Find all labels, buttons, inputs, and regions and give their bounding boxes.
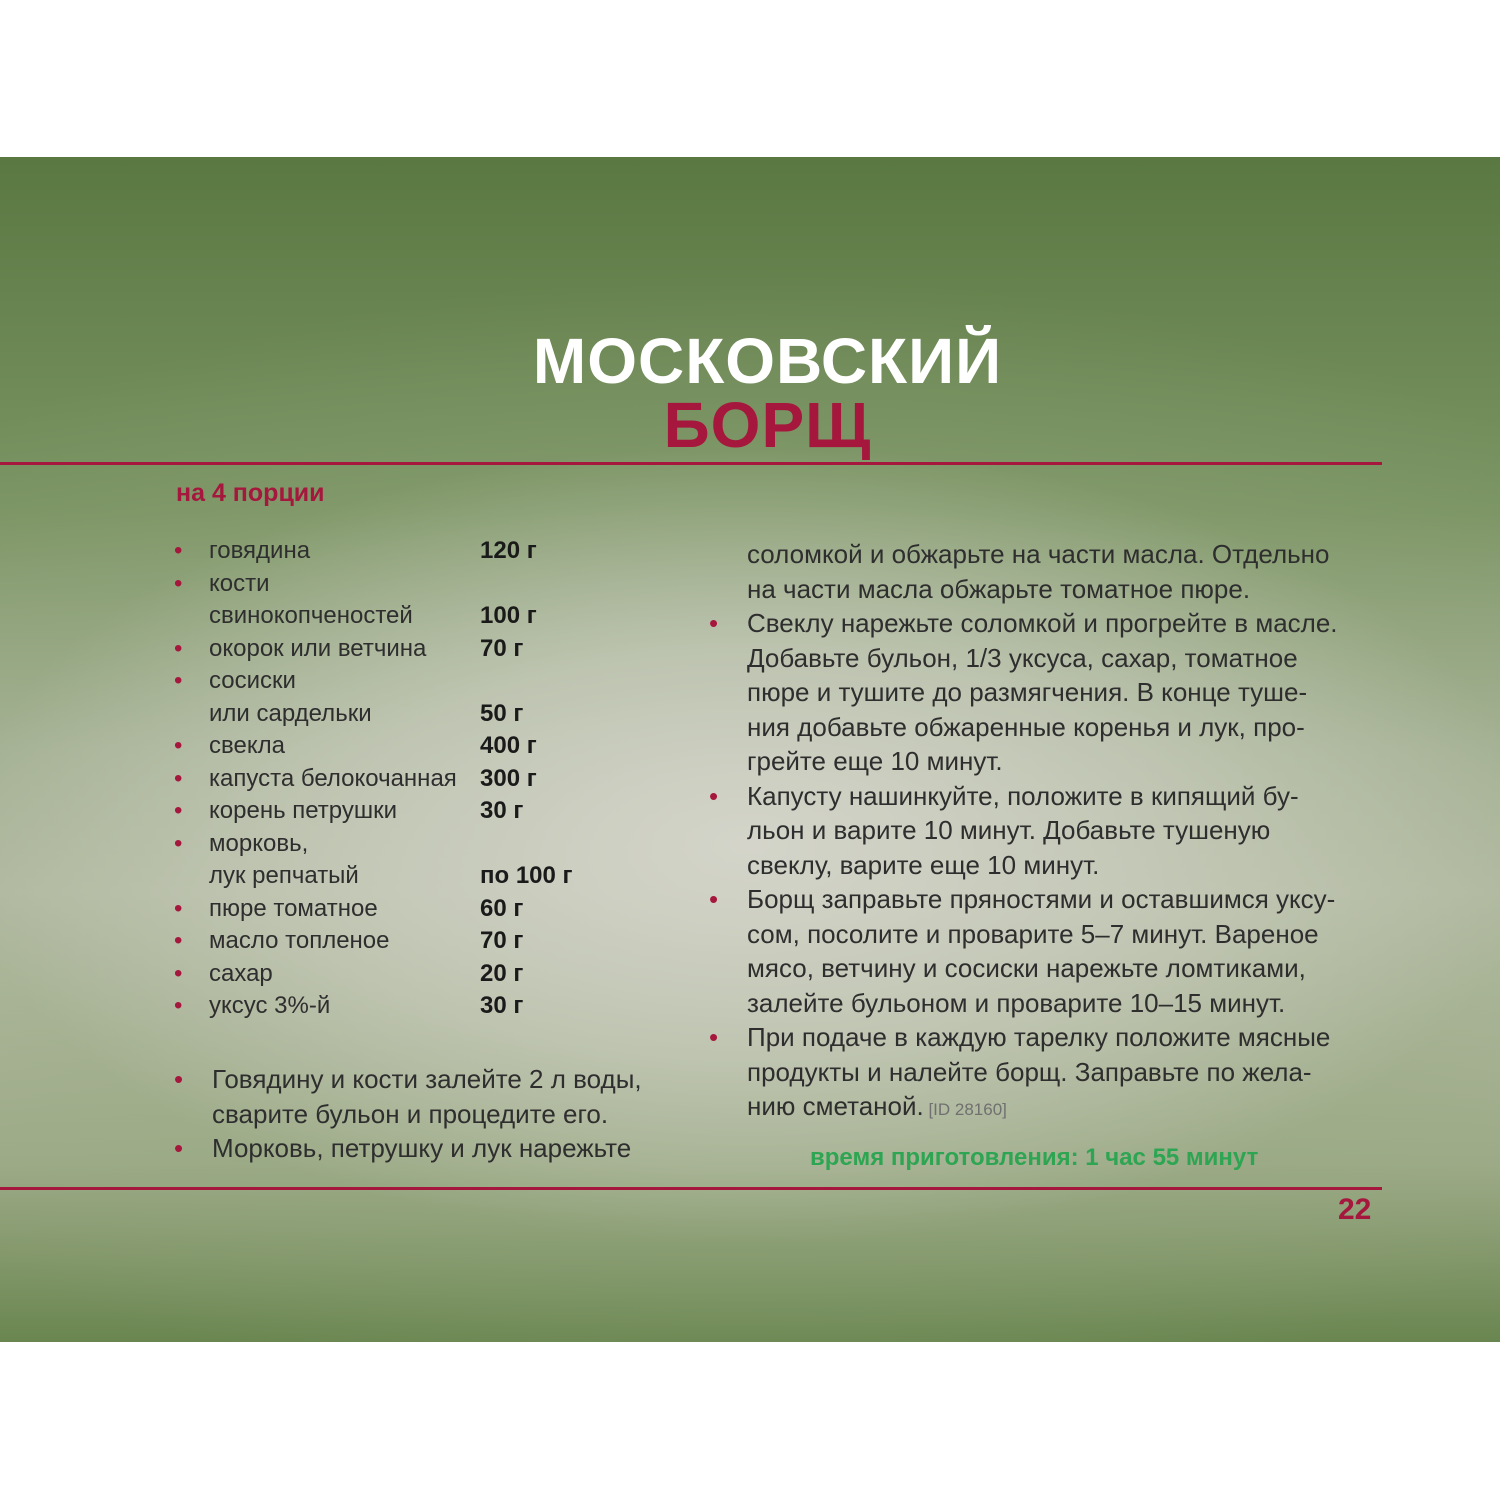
ingredient-amount: 30 г xyxy=(480,797,524,824)
ingredient-name: масло топленое xyxy=(209,927,390,954)
title-line-2: БОРЩ xyxy=(663,389,872,461)
step-item xyxy=(709,779,1389,883)
ingredient-name: свинокопченостей xyxy=(209,602,413,629)
bullet-icon: • xyxy=(174,634,183,662)
step-line: Добавьте бульон, 1/3 уксуса, сахар, томатное xyxy=(747,642,1298,673)
step-line: свеклу, варите еще 10 минут. xyxy=(747,849,1100,880)
ingredient-name: пюре томатное xyxy=(209,894,378,922)
step-line: пюре и тушите до размягчения. В конце туше- xyxy=(747,677,1308,707)
bullet-icon: • xyxy=(174,667,183,694)
ingredient-name: или сардельки xyxy=(209,699,372,727)
bullet-icon: • xyxy=(174,959,183,987)
step-item xyxy=(174,1131,694,1166)
step-line: нию сметаной. [ID 28160] xyxy=(747,1091,1007,1121)
ingredient-amount: 70 г xyxy=(480,634,524,662)
bullet-icon: • xyxy=(709,884,719,914)
step-line: сварите бульон и процедите его. xyxy=(212,1098,609,1129)
step-line: При подаче в каждую тарелку положите мясные xyxy=(747,1022,1331,1052)
step-line: льон и варите 10 минут. Добавьте тушеную xyxy=(747,815,1271,845)
bullet-icon: • xyxy=(709,780,719,811)
ingredient-row xyxy=(174,795,644,828)
ingredient-name: сахар xyxy=(209,959,273,987)
ingredient-row xyxy=(174,665,644,698)
bullet-icon: • xyxy=(709,1022,719,1052)
top-divider xyxy=(0,462,1382,465)
bullet-icon: • xyxy=(174,764,183,792)
ingredient-amount: 60 г xyxy=(480,894,524,922)
ingredient-row xyxy=(174,893,644,926)
step-line: залейте бульоном и проварите 10–15 минут. xyxy=(747,987,1286,1018)
bottom-divider xyxy=(0,1187,1382,1190)
step-item xyxy=(174,1062,694,1131)
step-line: сом, посолите и проварите 5–7 минут. Вареное xyxy=(747,918,1319,949)
ingredient-row xyxy=(174,600,644,633)
bullet-icon xyxy=(174,698,209,731)
ingredient-row xyxy=(174,925,644,958)
recipe-page xyxy=(0,157,1500,1342)
ingredient-amount: по 100 г xyxy=(480,862,573,889)
ingredient-amount: 100 г xyxy=(480,602,537,629)
step-line: Говядину и кости залейте 2 л воды, xyxy=(212,1064,642,1094)
ingredient-amount: 400 г xyxy=(480,732,537,759)
ingredient-name: свекла xyxy=(209,732,285,759)
ingredient-amount: 50 г xyxy=(480,699,524,727)
ingredient-amount: 70 г xyxy=(480,927,524,954)
ingredient-list xyxy=(174,535,644,1023)
ingredient-row xyxy=(174,535,644,568)
bullet-icon: • xyxy=(709,608,719,638)
bullet-icon: • xyxy=(174,732,183,759)
recipe-id: [ID 28160] xyxy=(923,1100,1007,1119)
ingredient-name: уксус 3%-й xyxy=(209,992,331,1019)
step-item xyxy=(709,606,1389,779)
ingredient-row xyxy=(174,958,644,991)
ingredient-name: окорок или ветчина xyxy=(209,634,427,662)
step-continuation xyxy=(709,537,1389,606)
step-item xyxy=(709,1020,1389,1128)
bullet-icon: • xyxy=(174,927,183,954)
steps-right-column xyxy=(709,537,1389,1128)
steps-left-column xyxy=(174,1062,694,1166)
ingredient-row xyxy=(174,633,644,666)
bullet-icon: • xyxy=(174,797,183,824)
bullet-icon xyxy=(174,600,209,633)
step-line: Морковь, петрушку и лук нарежьте xyxy=(212,1133,632,1163)
ingredient-row xyxy=(174,990,644,1023)
ingredient-name: сосиски xyxy=(209,667,296,694)
ingredient-row xyxy=(174,730,644,763)
step-line: на части масла обжарьте томатное пюре. xyxy=(747,573,1251,604)
step-item xyxy=(709,882,1389,1020)
step-line: Свеклу нарежьте соломкой и прогрейте в масле. xyxy=(747,608,1338,638)
bullet-icon xyxy=(174,860,209,893)
ingredient-name: лук репчатый xyxy=(209,862,359,889)
step-line: мясо, ветчину и сосиски нарежьте ломтиками, xyxy=(747,953,1306,983)
ingredient-name: говядина xyxy=(209,537,311,564)
step-line: ния добавьте обжаренные коренья и лук, про- xyxy=(747,711,1305,742)
step-line: грейте еще 10 минут. xyxy=(747,746,1003,776)
ingredient-amount: 20 г xyxy=(480,959,524,987)
bullet-icon: • xyxy=(174,569,183,597)
bullet-icon: • xyxy=(174,992,183,1019)
title-line-1: МОСКОВСКИЙ xyxy=(532,325,1003,397)
cooking-time: время приготовления: 1 час 55 минут xyxy=(810,1144,1259,1171)
ingredient-name: корень петрушки xyxy=(209,797,398,824)
ingredient-amount: 300 г xyxy=(480,764,537,792)
ingredient-name: кости xyxy=(209,569,270,597)
ingredient-row xyxy=(174,860,644,893)
step-line: продукты и налейте борщ. Заправьте по жела- xyxy=(747,1056,1312,1087)
step-line: Капусту нашинкуйте, положите в кипящий бу- xyxy=(747,780,1299,811)
ingredient-amount: 30 г xyxy=(480,992,524,1019)
ingredient-name: морковь, xyxy=(209,829,309,857)
bullet-icon: • xyxy=(174,894,183,922)
step-line: Борщ заправьте пряностями и оставшимся уксу- xyxy=(747,884,1336,914)
bullet-icon: • xyxy=(174,1133,184,1163)
ingredient-row xyxy=(174,698,644,731)
bullet-icon: • xyxy=(174,1064,184,1094)
step-line: соломкой и обжарьте на части масла. Отдельно xyxy=(747,539,1330,569)
page-number: 22 xyxy=(1338,1193,1372,1226)
ingredient-name: капуста белокочанная xyxy=(209,764,457,792)
ingredient-row xyxy=(174,828,644,861)
bullet-icon: • xyxy=(174,537,183,564)
servings-label: на 4 порции xyxy=(176,479,325,507)
bullet-icon: • xyxy=(174,829,183,857)
ingredient-amount: 120 г xyxy=(480,537,537,564)
ingredient-row xyxy=(174,568,644,601)
ingredient-row xyxy=(174,763,644,796)
